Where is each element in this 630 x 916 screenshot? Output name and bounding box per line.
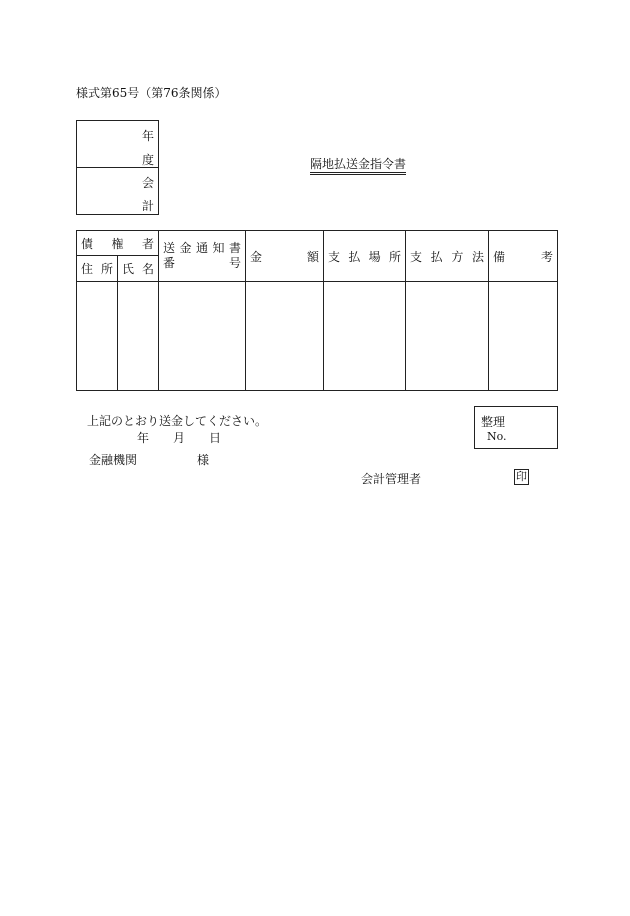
cell-payment-place: [324, 282, 406, 391]
cell-payment-method: [406, 282, 489, 391]
cell-name: [118, 282, 159, 391]
remittance-table: [76, 230, 558, 391]
header-payment-place: 支 払 場 所: [324, 231, 406, 282]
do-char: 度: [141, 153, 154, 167]
header-notice-number: 送 金 通 知 書 番 号: [159, 231, 246, 282]
fiscal-divider: [77, 167, 158, 168]
fiscal-year-box: [76, 120, 159, 215]
header-amount: 金 額: [246, 231, 324, 282]
header-remarks: 備 考: [489, 231, 558, 282]
header-creditor: 債 権 者: [77, 231, 159, 256]
seal-mark: 印: [516, 470, 527, 483]
form-number: 様式第65号（第76条関係）: [76, 86, 227, 100]
header-payment-method: 支 払 方 法: [406, 231, 489, 282]
ref-no: No.: [487, 430, 507, 443]
cell-address: [77, 282, 118, 391]
ref-label: 整理: [481, 415, 506, 429]
kai-char: 会: [141, 176, 154, 190]
date-line: 年 月 日: [137, 431, 222, 445]
cell-remarks: [489, 282, 558, 391]
year-char: 年: [141, 129, 154, 143]
kei-char: 計: [141, 199, 154, 213]
instruction-text: 上記のとおり送金してください。: [87, 414, 268, 428]
reference-box: [474, 406, 558, 449]
header-name: 氏 名: [118, 256, 159, 282]
document-title: 隔地払送金指令書: [310, 157, 407, 171]
header-address: 住 所: [77, 256, 118, 282]
cell-amount: [246, 282, 324, 391]
bank-line: 金融機関 様: [89, 453, 210, 467]
accounting-manager: 会計管理者: [361, 472, 422, 486]
cell-notice-number: [159, 282, 246, 391]
